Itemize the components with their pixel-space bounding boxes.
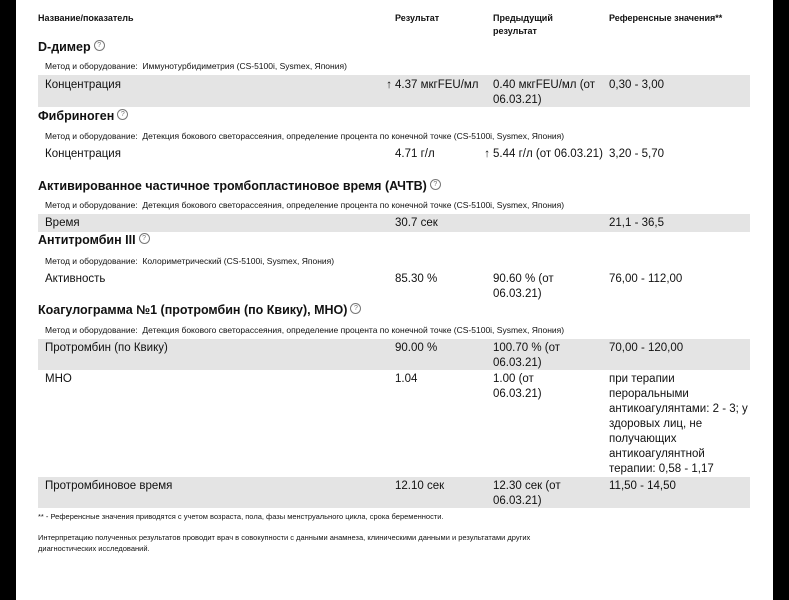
row-previous: ↑ 5.44 г/л (от 06.03.21) [480, 147, 605, 162]
row-reference: 3,20 - 5,70 [609, 148, 664, 160]
row-name: Активность [45, 273, 106, 285]
help-icon[interactable]: ? [430, 179, 441, 190]
row-previous: 90.60 % (от 06.03.21) [493, 273, 554, 300]
section-title-aptt: Активированное частичное тромбопластиновое время (АЧТВ) ? [38, 178, 441, 194]
row-reference: 0,30 - 3,00 [609, 79, 664, 91]
row-name: Концентрация [45, 79, 121, 91]
method-aptt: Метод и оборудование: Детекция бокового светорассеяния, определение процента по конечной точке (CS-5100i, Sysmex, Япония) [45, 200, 565, 210]
section-title-d-dimer: D-димер ? [38, 39, 105, 55]
row-result: 4.71 г/л [395, 148, 435, 160]
interpretation-note: Интерпретацию полученных результатов проводит врач в совокупности с данными анамнеза, клиническими данными и результатами других диагностических исследований. [38, 533, 531, 553]
section-title-antithrombin: Антитромбин III ? [38, 232, 150, 248]
row-result: 85.30 % [395, 273, 438, 285]
row-result: 90.00 % [395, 342, 438, 354]
row-name: Протромбиновое время [45, 480, 173, 492]
row-previous: 0.40 мкгFEU/мл (от 06.03.21) [493, 79, 595, 106]
row-previous: 1.00 (от 06.03.21) [493, 373, 542, 400]
row-name: МНО [45, 373, 72, 385]
help-icon[interactable]: ? [117, 109, 128, 120]
header-name: Название/показатель [38, 13, 134, 23]
row-reference: 21,1 - 36,5 [609, 217, 664, 229]
row-name: Протромбин (по Квику) [45, 342, 168, 354]
reference-footnote: ** - Референсные значения приводятся с учетом возраста, пола, фазы менструального цикла, срока беременности. [38, 512, 444, 521]
row-name: Время [45, 217, 80, 229]
row-result: 12.10 сек [395, 480, 445, 492]
lab-report-page [16, 0, 773, 600]
method-antithrombin: Метод и оборудование: Колориметрический (CS-5100i, Sysmex, Япония) [45, 256, 335, 266]
row-reference: при терапии пероральными антикоагулянтами: 2 - 3; у здоровых лиц, не получающих антикоагулянтной терапии: 0,58 - 1,17 [609, 373, 748, 475]
method-d-dimer: Метод и оборудование: Иммунотурбидиметрия (CS-5100i, Sysmex, Япония) [45, 61, 347, 71]
row-reference: 70,00 - 120,00 [609, 342, 684, 354]
header-result: Результат [395, 13, 440, 23]
row-reference: 11,50 - 14,50 [609, 480, 676, 492]
row-name: Концентрация [45, 148, 121, 160]
row-result: 1.04 [395, 373, 418, 385]
row-previous: 12.30 сек (от 06.03.21) [493, 480, 561, 507]
row-result: ↑ 4.37 мкгFEU/мл [382, 78, 479, 93]
arrow-up-icon: ↑ [386, 79, 392, 91]
arrow-up-icon: ↑ [484, 148, 490, 160]
help-icon[interactable]: ? [94, 40, 105, 51]
help-icon[interactable]: ? [139, 233, 150, 244]
row-previous: 100.70 % (от 06.03.21) [493, 342, 561, 369]
method-coagulogram: Метод и оборудование: Детекция бокового светорассеяния, определение процента по конечной точке (CS-5100i, Sysmex, Япония) [45, 325, 565, 335]
header-reference: Референсные значения** [609, 13, 723, 23]
row-reference: 76,00 - 112,00 [609, 273, 683, 285]
section-title-coagulogram: Коагулограмма №1 (протромбин (по Квику), МНО) ? [38, 302, 361, 318]
help-icon[interactable]: ? [350, 303, 361, 314]
section-title-fibrinogen: Фибриноген ? [38, 108, 128, 124]
header-previous: Предыдущий результат [493, 13, 553, 36]
row-result: 30.7 сек [395, 217, 438, 229]
method-fibrinogen: Метод и оборудование: Детекция бокового светорассеяния, определение процента по конечной точке (CS-5100i, Sysmex, Япония) [45, 131, 565, 141]
